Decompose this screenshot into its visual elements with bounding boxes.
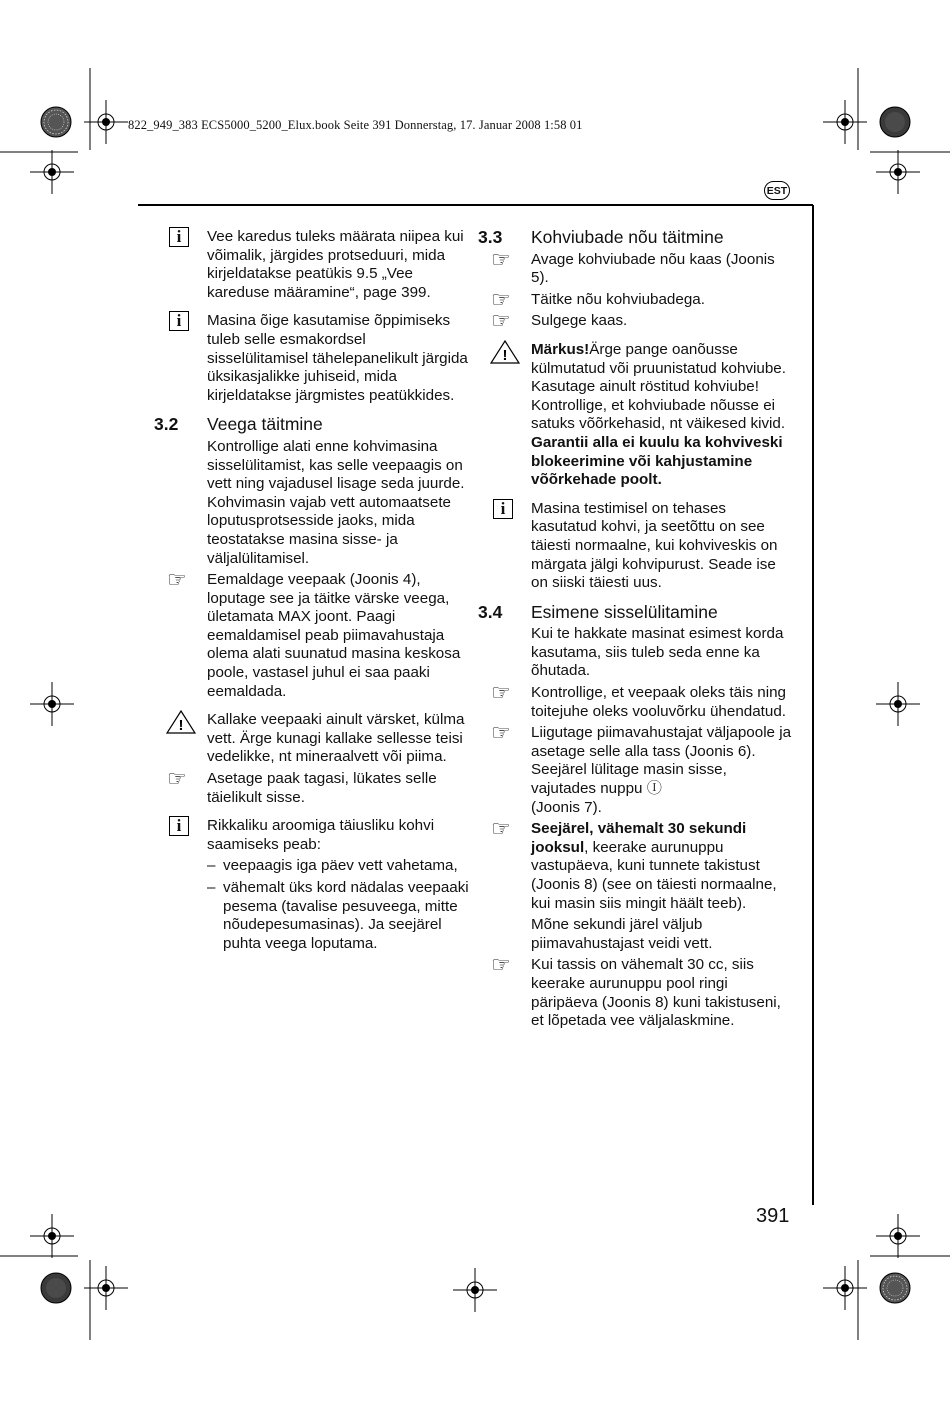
left-column — [154, 227, 469, 956]
right-column — [478, 227, 793, 1041]
list-item — [207, 879, 469, 953]
warning-triangle-icon — [490, 340, 520, 370]
info-text: Vee karedus tuleks määrata niipea kui võimalik, järgides protseduuri, mida kirjeldatakse peatükis 9.5 „Vee kareduse määramine“, page 399. — [207, 228, 464, 301]
section-number: 3.2 — [154, 414, 179, 435]
step-remove-tank — [167, 567, 469, 701]
section-heading-3-4 — [478, 601, 793, 622]
step-text: Kontrollige, et veepaak oleks täis ning toitejuhe oleks vooluvõrku ühendatud. — [531, 684, 786, 720]
list-item — [207, 857, 469, 876]
info-icon: i — [169, 311, 189, 331]
section-title: Esimene sisselülitamine — [531, 601, 718, 622]
pointing-hand-icon: ☞ — [491, 286, 511, 312]
file-header-line: 822_949_383 ECS5000_5200_Elux.book Seite 391 Donnerstag, 17. Januar 2008 1:58 01 — [128, 118, 583, 132]
step-text: Eemaldage veepaak (Joonis 4), loputage see ja täitke värske veega, ületamata MAX joont. Paagi eemaldamisel peab piimavahustaja olema alati suunatud masina keskosa poole, vastasel juhul ei saa paaki eemaldada. — [207, 571, 461, 700]
section-intro — [531, 625, 793, 681]
info-note-water-hardness — [176, 227, 469, 302]
section-intro — [207, 438, 469, 568]
step-reinsert-tank — [167, 766, 469, 807]
step-text — [531, 820, 793, 913]
step-close-lid — [491, 308, 793, 334]
info-note-test-coffee — [500, 498, 793, 593]
step-fill-beans — [491, 286, 793, 312]
step-move-frother — [491, 720, 793, 817]
section-number: 3.3 — [478, 227, 503, 247]
warning-text: Kallake veepaaki ainult värsket, külma vett. Ärge kunagi kallake sellesse teisi vedelikke, nt mineraalvett või piima. — [207, 711, 465, 766]
language-badge: EST — [764, 181, 790, 200]
svg-text:!: ! — [502, 346, 508, 364]
step-open-lid — [491, 246, 793, 288]
list-item-text: vähemalt üks kord nädalas veepaaki pesema (tavalise pesuveega, mitte nõudepesumasinas). Ja seejärel puhta veega loputama. — [223, 879, 469, 952]
warning-label: Märkus! — [531, 340, 590, 358]
pointing-hand-icon: ☞ — [491, 720, 511, 746]
info-note-first-use — [176, 311, 469, 405]
top-rule — [138, 204, 813, 206]
step-text: Täitke nõu kohviubadega. — [531, 290, 705, 308]
intro-text: Kui te hakkate masinat esimest korda kasutama, siis tuleb seda enne ka õhutada. — [531, 625, 784, 680]
info-note-aroma — [176, 816, 469, 854]
section-number: 3.4 — [478, 601, 503, 622]
info-icon: i — [169, 816, 189, 836]
step-text: Kui tassis on vähemalt 30 cc, siis keerake aurunuppu pool ringi päripäeva (Joonis 8) kuni takistuseni, et lõpetada vee väljalaskmine. — [531, 956, 781, 1030]
section-heading-3-3 — [478, 227, 793, 247]
step-end: (Joonis 7). — [531, 798, 602, 816]
dash-bullet: – — [207, 879, 216, 896]
section-heading-3-2 — [154, 414, 469, 435]
section-title: Kohviubade nõu täitmine — [531, 227, 724, 247]
intro-text: Kontrollige alati enne kohvimasina sisselülitamist, kas selle veepaagis on vett ning vajadusel lisage seda juurde. Kohvimasin vajab vett automaatsete loputusprotsesside jaoks, mida teostatakse masina sisse- ja väljalülitamisel. — [207, 437, 465, 567]
warning-text — [531, 341, 793, 490]
note-text: Mõne sekundi järel väljub piimavahustajast veidi vett. — [531, 916, 713, 952]
step-turn-steam-knob — [491, 816, 793, 913]
pointing-hand-icon: ☞ — [491, 816, 511, 842]
page-number: 391 — [756, 1205, 790, 1227]
right-rule — [812, 205, 814, 1205]
svg-text:!: ! — [178, 717, 184, 735]
step-body: , keerake aurunuppu vastupäeva, kuni tunnete takistust (Joonis 8) (see on täiesti normaalne, kui masin siis mingit häält teeb). — [531, 838, 777, 912]
pointing-hand-icon: ☞ — [491, 246, 511, 272]
step-text: Avage kohviubade nõu kaas (Joonis 5). — [531, 250, 775, 287]
pointing-hand-icon: ☞ — [491, 308, 511, 334]
pointing-hand-icon: ☞ — [167, 766, 187, 792]
pointing-hand-icon: ☞ — [491, 680, 511, 706]
power-button-icon: Ⓘ — [646, 780, 662, 798]
list-item-text: veepaagis iga päev vett vahetama, — [223, 857, 458, 875]
warning-fresh-water — [178, 711, 469, 767]
step-text — [531, 724, 793, 817]
step-text: Sulgege kaas. — [531, 312, 628, 330]
step-check-tank — [491, 680, 793, 721]
step-text: Asetage paak tagasi, lükates selle täielikult sisse. — [207, 770, 437, 806]
step-bold: Seejärel, vähemalt 30 sekundi jooksul — [531, 820, 747, 856]
note-water-flows — [531, 916, 793, 953]
step-stop-water — [491, 952, 793, 1030]
warning-beans — [502, 340, 793, 490]
pointing-hand-icon: ☞ — [491, 952, 511, 978]
info-icon: i — [169, 227, 189, 247]
pointing-hand-icon: ☞ — [167, 567, 187, 593]
dash-bullet: – — [207, 857, 216, 875]
info-icon: i — [493, 499, 513, 519]
info-text: Masina õige kasutamise õppimiseks tuleb selle esmakordsel sisselülitamisel tähelepanelikult järgida üksikasjalikke juhiseid, mida kirjeldatakse järgmistes peatükkides. — [207, 312, 468, 404]
warning-guarantee: Garantii alla ei kuulu ka kohviveski blokeerimine või kahjustamine võõrkehade poolt. — [531, 433, 783, 489]
warning-triangle-icon — [166, 710, 196, 740]
info-text: Rikkaliku aroomiga täiusliku kohvi saamiseks peab: — [207, 817, 435, 853]
section-title: Veega täitmine — [207, 414, 323, 435]
info-text: Masina testimisel on tehases kasutatud kohvi, ja seetõttu on see täiesti normaalne, kui kohviveskis on märgata jälgi kohvipurust. Seade ise on siiski täiesti uus. — [531, 499, 778, 592]
warning-body: Ärge pange oanõusse külmutatud või pruunistatud kohviube. Kasutage ainult röstitud kohviube! Kontrollige, et kohviubade nõusse ei satuks võõrkehasid, nt väikesed kivid. — [531, 340, 786, 433]
step-body: Liigutage piimavahustajat väljapoole ja asetage selle alla tass (Joonis 6). Seejärel lülitage masin sisse, vajutades nuppu — [531, 724, 792, 798]
